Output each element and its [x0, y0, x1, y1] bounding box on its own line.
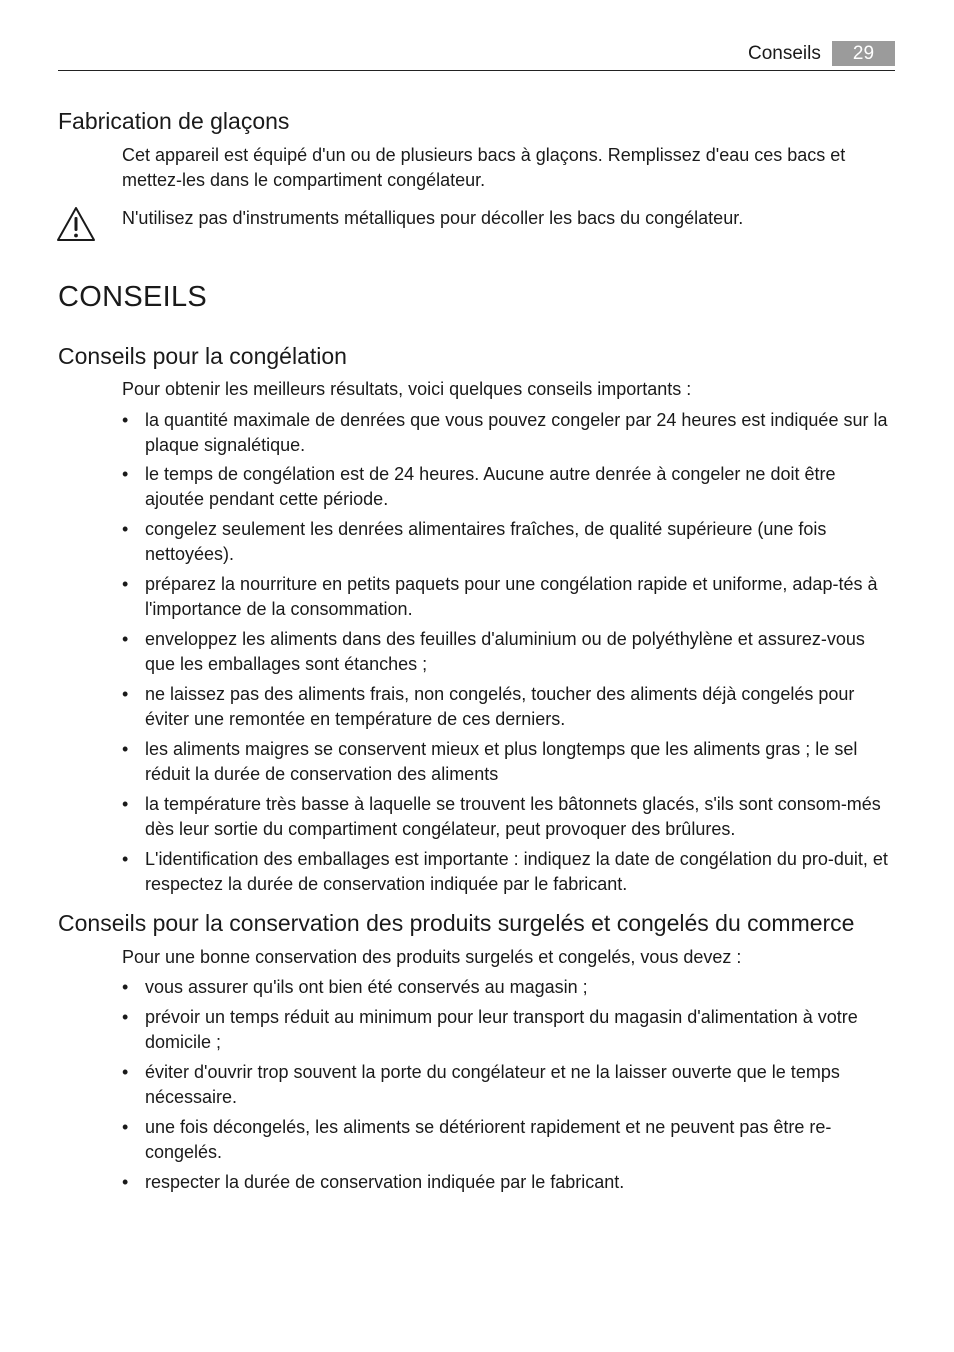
- list-item: [122, 737, 894, 787]
- list-item-text: une fois décongelés, les aliments se détériorent rapidement et ne peuvent pas être re-congelés.: [145, 1117, 832, 1162]
- list-item: [122, 682, 894, 732]
- list-item-text: enveloppez les aliments dans des feuilles d'aluminium ou de polyéthylène et assurez-vous que les emballages sont étanches ;: [145, 629, 865, 674]
- list-item: [122, 792, 894, 842]
- list-item-text: la quantité maximale de denrées que vous pouvez congeler par 24 heures est indiquée sur la plaque signalétique.: [145, 410, 888, 455]
- list-item: [122, 627, 894, 677]
- bullet: •: [122, 977, 129, 997]
- list-item-text: les aliments maigres se conservent mieux et plus longtemps que les aliments gras ; le sel réduit la durée de conservation des aliments: [145, 739, 858, 784]
- list-item: [122, 1115, 894, 1165]
- ice-section-text: Cet appareil est équipé d'un ou de plusieurs bacs à glaçons. Remplissez d'eau ces bacs et mettez-les dans le compartiment congélateur.: [122, 145, 846, 190]
- freezing-tips-title: Conseils pour la congélation: [58, 343, 347, 369]
- bullet: •: [122, 574, 129, 594]
- running-header-section: Conseils: [748, 43, 821, 64]
- list-item-text: la température très basse à laquelle se trouvent les bâtonnets glacés, s'ils sont consom-més dès leur sortie du compartiment congélateur, peut provoquer des brûlures.: [145, 794, 881, 839]
- list-item: [122, 1005, 894, 1055]
- header-divider: [58, 70, 895, 71]
- list-item: [122, 408, 894, 458]
- list-item: [122, 517, 894, 567]
- bullet: •: [122, 1007, 129, 1027]
- list-item-text: congelez seulement les denrées alimentaires fraîches, de qualité supérieure (une fois nettoyées).: [145, 519, 827, 564]
- bullet: •: [122, 1117, 129, 1137]
- list-item-text: préparez la nourriture en petits paquets pour une congélation rapide et uniforme, adap-tés à l'importance de la consommation.: [145, 574, 878, 619]
- bullet: •: [122, 629, 129, 649]
- list-item-text: ne laissez pas des aliments frais, non congelés, toucher des aliments déjà congelés pour éviter une remontée en température de ces derniers.: [145, 684, 855, 729]
- bullet: •: [122, 1062, 129, 1082]
- storage-tips-title: Conseils pour la conservation des produits surgelés et congelés du commerce: [58, 910, 855, 936]
- bullet: •: [122, 464, 129, 484]
- list-item: [122, 847, 894, 897]
- bullet: •: [122, 849, 129, 869]
- list-item-text: éviter d'ouvrir trop souvent la porte du congélateur et ne la laisser ouverte que le temps nécessaire.: [145, 1062, 840, 1107]
- bullet: •: [122, 519, 129, 539]
- list-item-text: vous assurer qu'ils ont bien été conservés au magasin ;: [145, 977, 588, 997]
- warning-triangle-icon: [56, 206, 96, 242]
- list-item-text: le temps de congélation est de 24 heures. Aucune autre denrée à congeler ne doit être ajoutée pendant cette période.: [145, 464, 836, 509]
- list-item: [122, 1170, 894, 1195]
- storage-tips-intro: Pour une bonne conservation des produits surgelés et congelés, vous devez :: [122, 947, 742, 967]
- list-item: [122, 1060, 894, 1110]
- main-title: CONSEILS: [58, 281, 208, 313]
- list-item-text: prévoir un temps réduit au minimum pour leur transport du magasin d'alimentation à votre domicile ;: [145, 1007, 858, 1052]
- bullet: •: [122, 410, 129, 430]
- page-number: 29: [832, 41, 895, 66]
- bullet: •: [122, 684, 129, 704]
- bullet: •: [122, 794, 129, 814]
- ice-section-title: Fabrication de glaçons: [58, 108, 290, 134]
- list-item: [122, 462, 894, 512]
- list-item-text: respecter la durée de conservation indiquée par le fabricant.: [145, 1172, 625, 1192]
- list-item: [122, 572, 894, 622]
- list-item: [122, 975, 894, 1000]
- ice-warning-text: N'utilisez pas d'instruments métalliques pour décoller les bacs du congélateur.: [122, 208, 744, 228]
- freezing-tips-intro: Pour obtenir les meilleurs résultats, voici quelques conseils importants :: [122, 379, 692, 399]
- list-item-text: L'identification des emballages est importante : indiquez la date de congélation du pro-duit, et respectez la durée de conservation indiquée par le fabricant.: [145, 849, 888, 894]
- bullet: •: [122, 739, 129, 759]
- bullet: •: [122, 1172, 129, 1192]
